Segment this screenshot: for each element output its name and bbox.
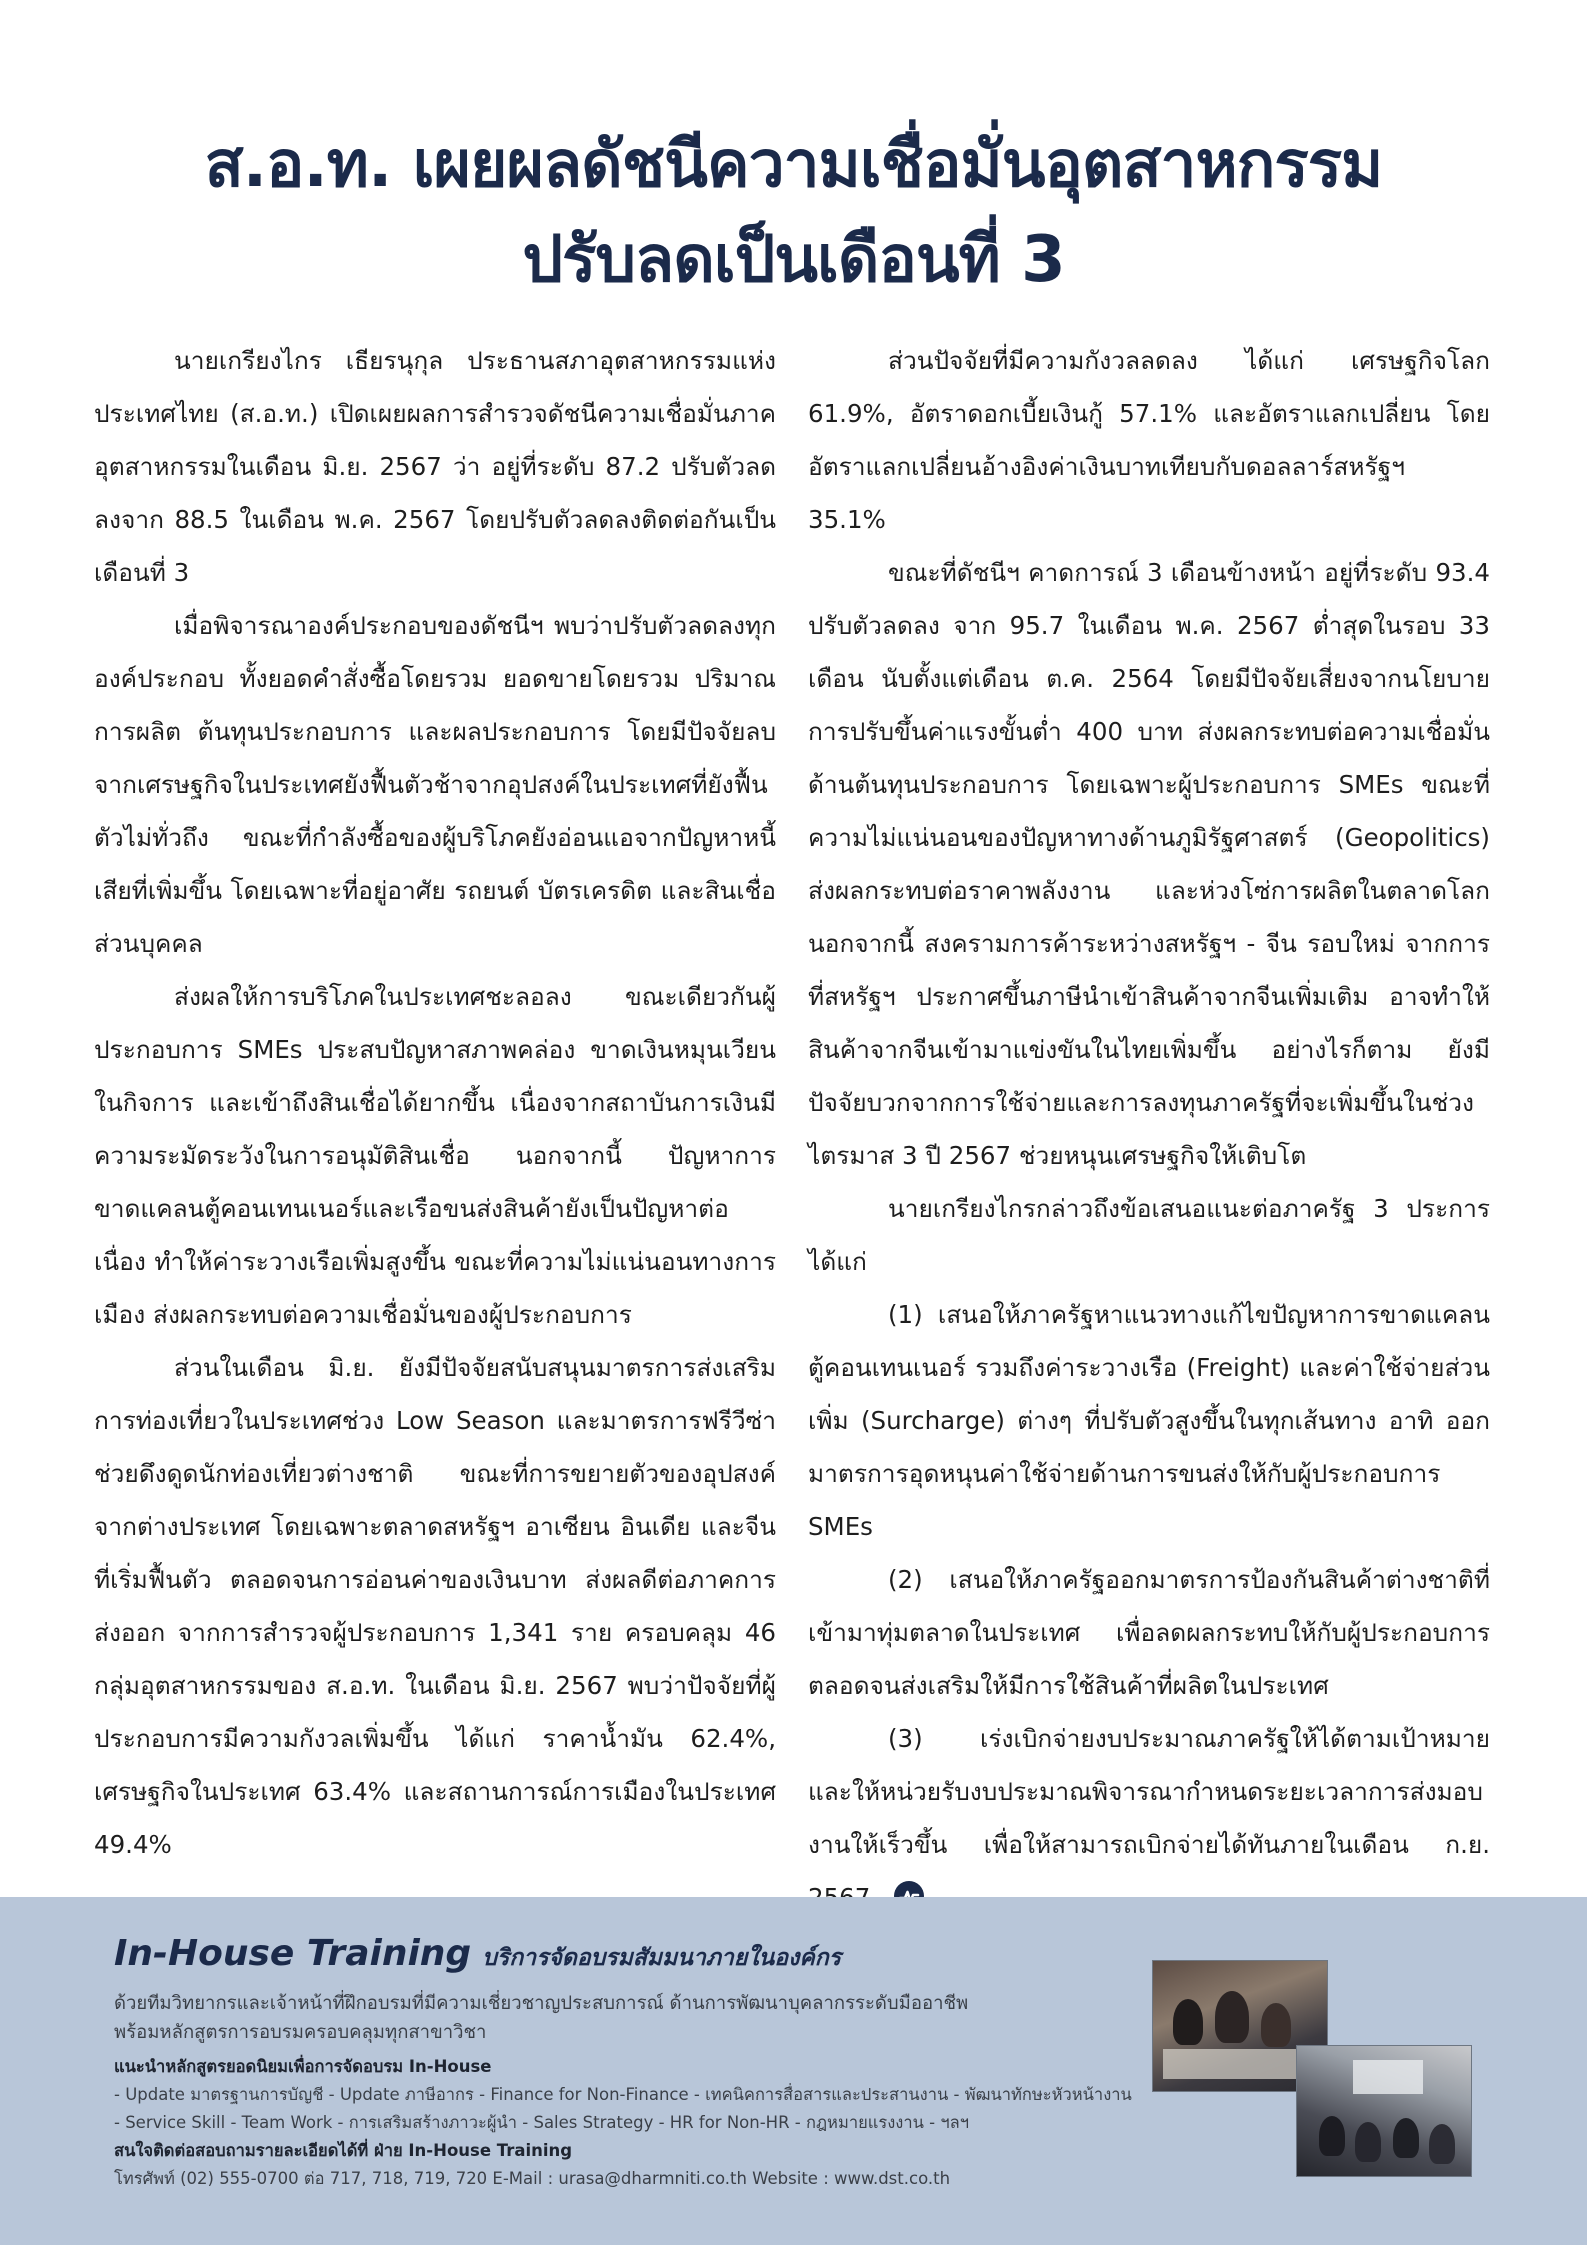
article-paragraph: ส่วนในเดือน มิ.ย. ยังมีปัจจัยสนับสนุนมาตรการส่งเสริมการท่องเที่ยวในประเทศช่วง Low Season และมาตรการฟรีวีซ่าช่วยดึงดูดนักท่องเที่ยวต่างชาติ ขณะที่การขยายตัวของอุปสงค์จากต่างประเทศ โดยเฉพาะตลาดสหรัฐฯ อาเซียน อินเดีย และจีนที่เริ่มฟื้นตัว ตลอดจนการอ่อนค่าของเงินบาท ส่งผลดีต่อภาคการส่งออก จากการสำรวจผู้ประกอบการ 1,341 ราย ครอบคลุม 46 กลุ่มอุตสาหกรรมของ ส.อ.ท. ในเดือน มิ.ย. 2567 พบว่าปัจจัยที่ผู้ประกอบการมีความกังวลเพิ่มขึ้น ได้แก่ ราคาน้ำมัน 62.4%, เศรษฐกิจในประเทศ 63.4% และสถานการณ์การเมืองในประเทศ 49.4% bbox=[94, 1353, 776, 1859]
article-paragraph: เมื่อพิจารณาองค์ประกอบของดัชนีฯ พบว่าปรับตัวลดลงทุกองค์ประกอบ ทั้งยอดคำสั่งซื้อโดยรวม ยอดขายโดยรวม ปริมาณการผลิต ต้นทุนประกอบการ และผลประกอบการ โดยมีปัจจัยลบจากเศรษฐกิจในประเทศยังฟื้นตัวช้าจากอุปสงค์ในประเทศที่ยังฟื้นตัวไม่ทั่วถึง ขณะที่กำลังซื้อของผู้บริโภคยังอ่อนแอจากปัญหาหนี้เสียที่เพิ่มขึ้น โดยเฉพาะที่อยู่อาศัย รถยนต์ บัตรเครดิต และสินเชื่อส่วนบุคคล bbox=[94, 611, 776, 958]
ad-title-row bbox=[114, 1933, 841, 1976]
article-title-line-2: ปรับลดเป็นเดือนที่ 3 bbox=[522, 223, 1065, 297]
ad-description-line: ด้วยทีมวิทยากรและเจ้าหน้าที่ฝึกอบรมที่มีความเชี่ยวชาญประสบการณ์ ด้านการพัฒนาบุคลากรระดับมืออาชีพ bbox=[114, 1993, 969, 2014]
article-paragraph: นายเกรียงไกร เธียรนุกุล ประธานสภาอุตสาหกรรมแห่งประเทศไทย (ส.อ.ท.) เปิดเผยผลการสำรวจดัชนีความเชื่อมั่นภาคอุตสาหกรรมในเดือน มิ.ย. 2567 ว่า อยู่ที่ระดับ 87.2 ปรับตัวลดลงจาก 88.5 ในเดือน พ.ค. 2567 โดยปรับตัวลดลงติดต่อกันเป็นเดือนที่ 3 bbox=[94, 346, 776, 587]
article-paragraph: ส่วนปัจจัยที่มีความกังวลลดลง ได้แก่ เศรษฐกิจโลก 61.9%, อัตราดอกเบี้ยเงินกู้ 57.1% และอัตราแลกเปลี่ยน โดยอัตราแลกเปลี่ยนอ้างอิงค่าเงินบาทเทียบกับดอลลาร์สหรัฐฯ 35.1% bbox=[808, 346, 1490, 534]
article-title-line-1: ส.อ.ท. เผยผลดัชนีความเชื่อมั่นอุตสาหกรรม bbox=[204, 128, 1383, 202]
ad-courses-line: - Update มาตรฐานการบัญชี - Update ภาษีอากร - Finance for Non-Finance - เทคนิคการสื่อสารและประสานงาน - พัฒนาทักษะหัวหน้างาน bbox=[114, 2085, 1132, 2104]
in-house-training-ad bbox=[0, 1897, 1587, 2245]
article-paragraph: นายเกรียงไกรกล่าวถึงข้อเสนอแนะต่อภาครัฐ 3 ประการ ได้แก่ bbox=[808, 1194, 1490, 1276]
article-left-column bbox=[94, 334, 776, 1871]
ad-contact-line: โทรศัพท์ (02) 555-0700 ต่อ 717, 718, 719, 720 E-Mail : urasa@dharmniti.co.th Website : www.dst.co.th bbox=[114, 2169, 951, 2188]
training-photo bbox=[1296, 2045, 1472, 2177]
ad-contact-heading: สนใจติดต่อสอบถามรายละเอียดได้ที่ ฝ่าย In-House Training bbox=[114, 2141, 573, 2160]
article-right-column bbox=[808, 334, 1490, 1924]
ad-description-line: พร้อมหลักสูตรการอบรมครอบคลุมทุกสาขาวิชา bbox=[114, 2022, 487, 2043]
ad-courses-line: - Service Skill - Team Work - การเสริมสร้างภาวะผู้นำ - Sales Strategy - HR for Non-HR - กฎหมายแรงงาน - ฯลฯ bbox=[114, 2113, 969, 2132]
article-last-text: (3) เร่งเบิกจ่ายงบประมาณภาครัฐให้ได้ตามเป้าหมาย และให้หน่วยรับงบประมาณพิจารณากำหนดระยะเวลาการส่งมอบงานให้เร็วขึ้น เพื่อให้สามารถเบิกจ่ายได้ทันภายในเดือน ก.ย. bbox=[808, 1724, 1490, 1859]
article-paragraph-last bbox=[808, 1712, 1490, 1924]
article-title bbox=[0, 118, 1587, 308]
ad-body bbox=[114, 1989, 1132, 2193]
article-paragraph: (2) เสนอให้ภาครัฐออกมาตรการป้องกันสินค้าต่างชาติที่เข้ามาทุ่มตลาดในประเทศ เพื่อลดผลกระทบให้กับผู้ประกอบการ ตลอดจนส่งเสริมให้มีการใช้สินค้าที่ผลิตในประเทศ bbox=[808, 1565, 1490, 1700]
article-paragraph: ขณะที่ดัชนีฯ คาดการณ์ 3 เดือนข้างหน้า อยู่ที่ระดับ 93.4 ปรับตัวลดลง จาก 95.7 ในเดือน พ.ค. 2567 ต่ำสุดในรอบ 33 เดือน นับตั้งแต่เดือน ต.ค. 2564 โดยมีปัจจัยเสี่ยงจากนโยบายการปรับขึ้นค่าแรงขั้นต่ำ 400 บาท ส่งผลกระทบต่อความเชื่อมั่นด้านต้นทุนประกอบการ โดยเฉพาะผู้ประกอบการ SMEs ขณะที่ความไม่แน่นอนของปัญหาทางด้านภูมิรัฐศาสตร์ (Geopolitics) ส่งผลกระทบต่อราคาพลังงาน และห่วงโซ่การผลิตในตลาดโลก นอกจากนี้ สงครามการค้าระหว่างสหรัฐฯ - จีน รอบใหม่ จากการที่สหรัฐฯ ประกาศขึ้นภาษีนำเข้าสินค้าจากจีนเพิ่มเติม อาจทำให้สินค้าจากจีนเข้ามาแข่งขันในไทยเพิ่มขึ้น อย่างไรก็ตาม ยังมีปัจจัยบวกจากการใช้จ่ายและการลงทุนภาครัฐที่จะเพิ่มขึ้นในช่วงไตรมาส 3 ปี 2567 ช่วยหนุนเศรษฐกิจให้เติบโต bbox=[808, 558, 1490, 1170]
article-paragraph: ส่งผลให้การบริโภคในประเทศชะลอลง ขณะเดียวกันผู้ประกอบการ SMEs ประสบปัญหาสภาพคล่อง ขาดเงินหมุนเวียนในกิจการ และเข้าถึงสินเชื่อได้ยากขึ้น เนื่องจากสถาบันการเงินมีความระมัดระวังในการอนุมัติสินเชื่อ นอกจากนี้ ปัญหาการขาดแคลนตู้คอนเทนเนอร์และเรือขนส่งสินค้ายังเป็นปัญหาต่อเนื่อง ทำให้ค่าระวางเรือเพิ่มสูงขึ้น ขณะที่ความไม่แน่นอนทางการเมือง ส่งผลกระทบต่อความเชื่อมั่นของผู้ประกอบการ bbox=[94, 982, 776, 1329]
ad-subtitle: บริการจัดอบรมสัมมนาภายในองค์กร bbox=[482, 1945, 841, 1971]
ad-courses-heading: แนะนำหลักสูตรยอดนิยมเพื่อการจัดอบรม In-House bbox=[114, 2057, 492, 2076]
article-paragraph: (1) เสนอให้ภาครัฐหาแนวทางแก้ไขปัญหาการขาดแคลนตู้คอนเทนเนอร์ รวมถึงค่าระวางเรือ (Freight) และค่าใช้จ่ายส่วนเพิ่ม (Surcharge) ต่างๆ ที่ปรับตัวสูงขึ้นในทุกเส้นทาง อาทิ ออกมาตรการอุดหนุนค่าใช้จ่ายด้านการขนส่งให้กับผู้ประกอบการ SMEs bbox=[808, 1300, 1490, 1541]
ad-title: In-House Training bbox=[114, 1933, 472, 1974]
